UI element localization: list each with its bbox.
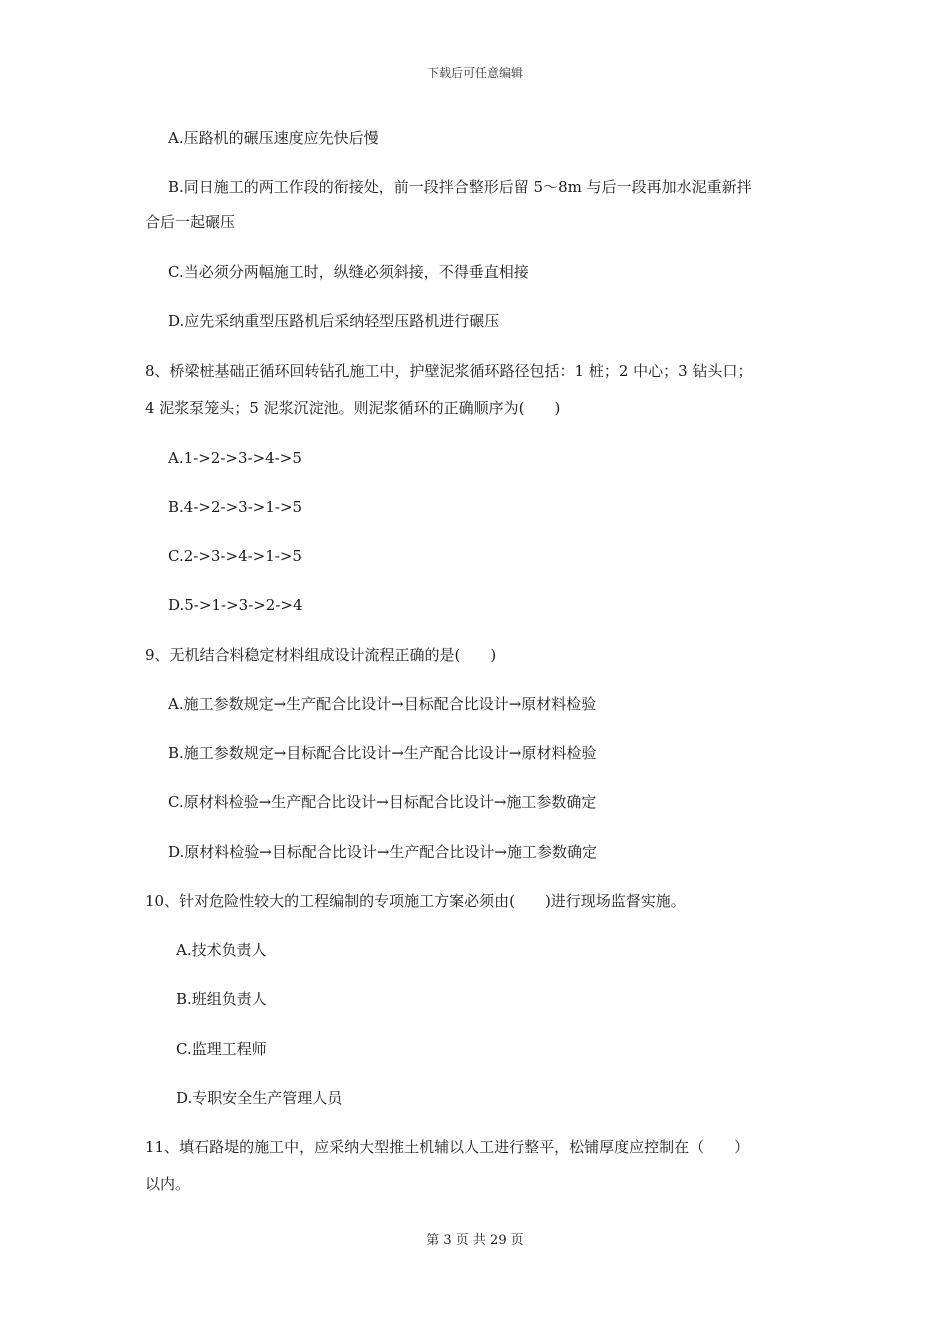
option-line: B.同日施工的两工作段的衔接处，前一段拌合整形后留 5～8m 与后一段再加水泥重新拌 <box>168 178 752 196</box>
option-line: A.施工参数规定→生产配合比设计→目标配合比设计→原材料检验 <box>168 695 597 713</box>
option-line: A.技术负责人 <box>176 941 267 959</box>
question-line: 合后一起碾压 <box>145 213 236 231</box>
option-line: B.施工参数规定→目标配合比设计→生产配合比设计→原材料检验 <box>168 744 597 762</box>
question-line: 4 泥浆泵笼头；5 泥浆沉淀池。则泥浆循环的正确顺序为( ) <box>145 399 561 417</box>
question-line: 10、针对危险性较大的工程编制的专项施工方案必须由( )进行现场监督实施。 <box>145 892 686 910</box>
option-line: C.监理工程师 <box>176 1040 267 1058</box>
question-line: 9、无机结合料稳定材料组成设计流程正确的是( ) <box>145 646 497 664</box>
question-line: 11、填石路堤的施工中，应采纳大型推土机辅以人工进行整平，松铺厚度应控制在（ ） <box>145 1138 750 1156</box>
option-line: C.2->3->4->1->5 <box>168 547 302 565</box>
option-line: A.1->2->3->4->5 <box>168 449 302 467</box>
option-line: B.班组负责人 <box>176 990 267 1008</box>
option-line: D.应先采纳重型压路机后采纳轻型压路机进行碾压 <box>168 312 500 330</box>
option-line: B.4->2->3->1->5 <box>168 498 303 516</box>
option-line: C.当必须分两幅施工时，纵缝必须斜接，不得垂直相接 <box>168 263 529 281</box>
question-line: 以内。 <box>145 1175 191 1193</box>
option-line: D.5->1->3->2->4 <box>168 596 303 614</box>
option-line: D.原材料检验→目标配合比设计→生产配合比设计→施工参数确定 <box>168 843 597 861</box>
question-line: 8、桥梁桩基础正循环回转钻孔施工中，护壁泥浆循环路径包括：1 桩；2 中心；3 钻头口； <box>145 362 753 380</box>
page-footer: 第 3 页 共 29 页 <box>426 1233 524 1248</box>
option-line: C.原材料检验→生产配合比设计→目标配合比设计→施工参数确定 <box>168 793 597 811</box>
option-line: A.压路机的碾压速度应先快后慢 <box>168 129 379 147</box>
page-header: 下载后可任意编辑 <box>426 66 523 80</box>
option-line: D.专职安全生产管理人员 <box>176 1089 343 1107</box>
